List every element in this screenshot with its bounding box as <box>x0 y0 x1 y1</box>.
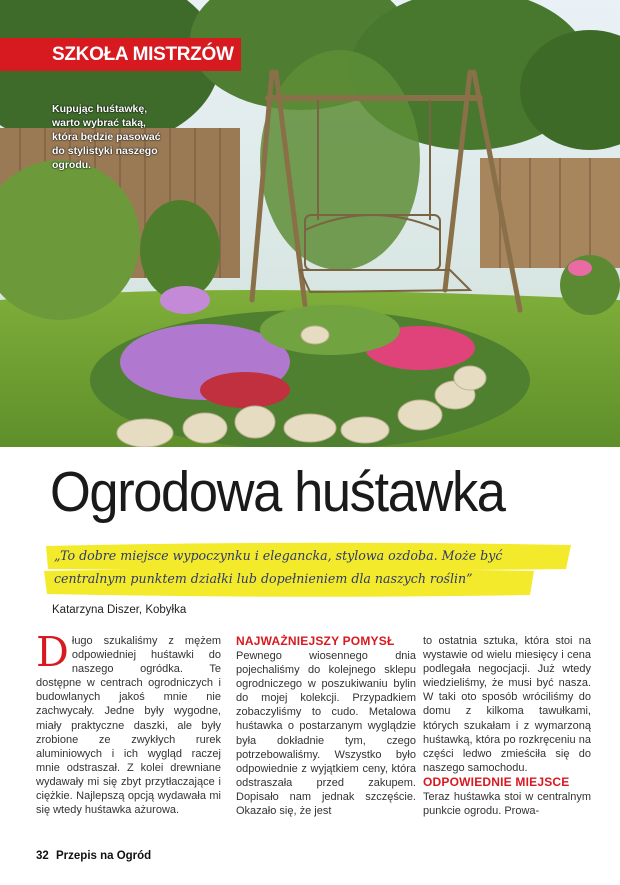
page-footer <box>36 850 151 862</box>
author-line: Katarzyna Diszer, Kobyłka <box>52 604 187 616</box>
pull-quote: „To dobre miejsce wypoczynku i elegancka, stylowa ozdoba. Może być centralnym punktem działki lub dopełnieniem dla naszych roślin” <box>54 548 503 586</box>
page-number: 32 <box>36 850 49 862</box>
section-label: SZKOŁA MISTRZÓW <box>0 38 241 71</box>
column-3 <box>423 634 591 818</box>
subheading-right-place: ODPOWIEDNIE MIEJSCE <box>423 774 570 789</box>
column-1 <box>36 628 221 817</box>
column-3-text: to ostatnia sztuka, która stoi na wystawie od wielu miesięcy i cena podlegała negocjacji. Już wtedy wiedzieliśmy, że musi być nasza. W taki oto sposób wróciliśmy do domu z kilkoma tawułkami, których szukałam i z wymarzoną huśtawką, która po rozkręceniu na części ledwo zmieściła się do naszego samochodu. <box>423 635 591 774</box>
column-2-text: Pewnego wiosennego dnia pojechaliśmy do kolejnego sklepu ogrodniczego w poszukiwaniu bylin do mojej kolekcji. Przypadkiem zobaczyliśmy to cudo. Metalowa huśtawka o postarzanym wyglądzie była dokładnie tym, czego potrzebowaliśmy. Wszystko było odpowiednie z wyjątkiem ceny, która odstraszała przed zakupem. Dopisało nam jednak szczęście. Okazało się, że jest <box>236 650 416 818</box>
column-3-text-continued: Teraz huśtawka stoi w centralnym punkcie ogrodu. Prowa- <box>423 790 591 818</box>
subheading-main-idea: NAJWAŻNIEJSZY POMYSŁ <box>236 634 395 648</box>
article-title: Ogrodowa huśtawka <box>50 460 505 524</box>
drop-cap: D <box>36 628 69 676</box>
column-1-text: ługo szukaliśmy z mężem odpowiedniej huśtawki do naszego ogródka. Te dostępne w centrach ogrodniczych i budowlanych jakoś mnie nie zachwycały. Jedne były wygodne, miały praktyczne daszki, ale były zrobione ze zwykłych rurek aluminiowych i ich wygląd raczej mnie odstraszał. Z kolei drewniane wydawały mi się zbyt przytłaczające i ciężkie. Najlepszą opcją wydawała mi się wtedy huśtawka ażurowa. <box>36 635 221 817</box>
photo-caption: Kupując huśtawkę, warto wybrać taką, która będzie pasować do stylistyki naszego ogrodu. <box>52 103 161 171</box>
column-2 <box>236 634 416 818</box>
magazine-name: Przepis na Ogród <box>56 850 152 862</box>
